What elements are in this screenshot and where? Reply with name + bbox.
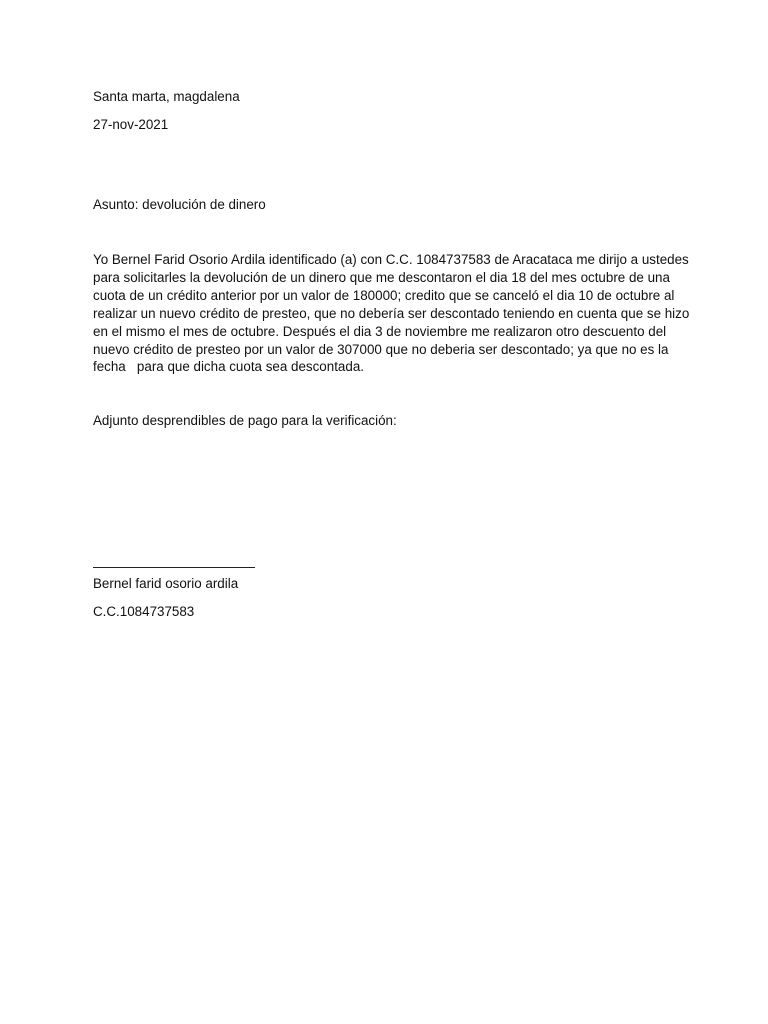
attachment-note: Adjunto desprendibles de pago para la verificación: — [93, 413, 397, 428]
signature-name: Bernel farid osorio ardila — [93, 576, 239, 591]
signature-id: C.C.1084737583 — [93, 604, 195, 619]
letter-body — [93, 251, 693, 376]
body-line: para solicitarles la devolución de un dinero que me descontaron el dia 18 del mes octubre de una — [93, 269, 670, 285]
body-line: Yo Bernel Farid Osorio Ardila identificado (a) con C.C. 1084737583 de Aracataca me dirijo a ustedes — [93, 252, 689, 267]
body-line: fecha para que dicha cuota sea descontada. — [93, 359, 364, 375]
body-line: nuevo crédito de presteo por un valor de 307000 que no deberia ser descontado; ya que no es la — [93, 341, 669, 357]
letter-subject: Asunto: devolución de dinero — [93, 197, 266, 212]
letter-date: 27-nov-2021 — [93, 117, 169, 132]
body-line: realizar un nuevo crédito de presteo, que no debería ser descontado teniendo en cuenta que se hizo — [93, 305, 690, 321]
signature-line — [93, 567, 255, 568]
body-line: cuota de un crédito anterior por un valor de 180000; credito que se canceló el dia 10 de octubre al — [93, 287, 675, 303]
body-line: en el mismo el mes de octubre. Después el dia 3 de noviembre me realizaron otro descuento del — [93, 323, 667, 339]
letter-place: Santa marta, magdalena — [93, 89, 240, 104]
